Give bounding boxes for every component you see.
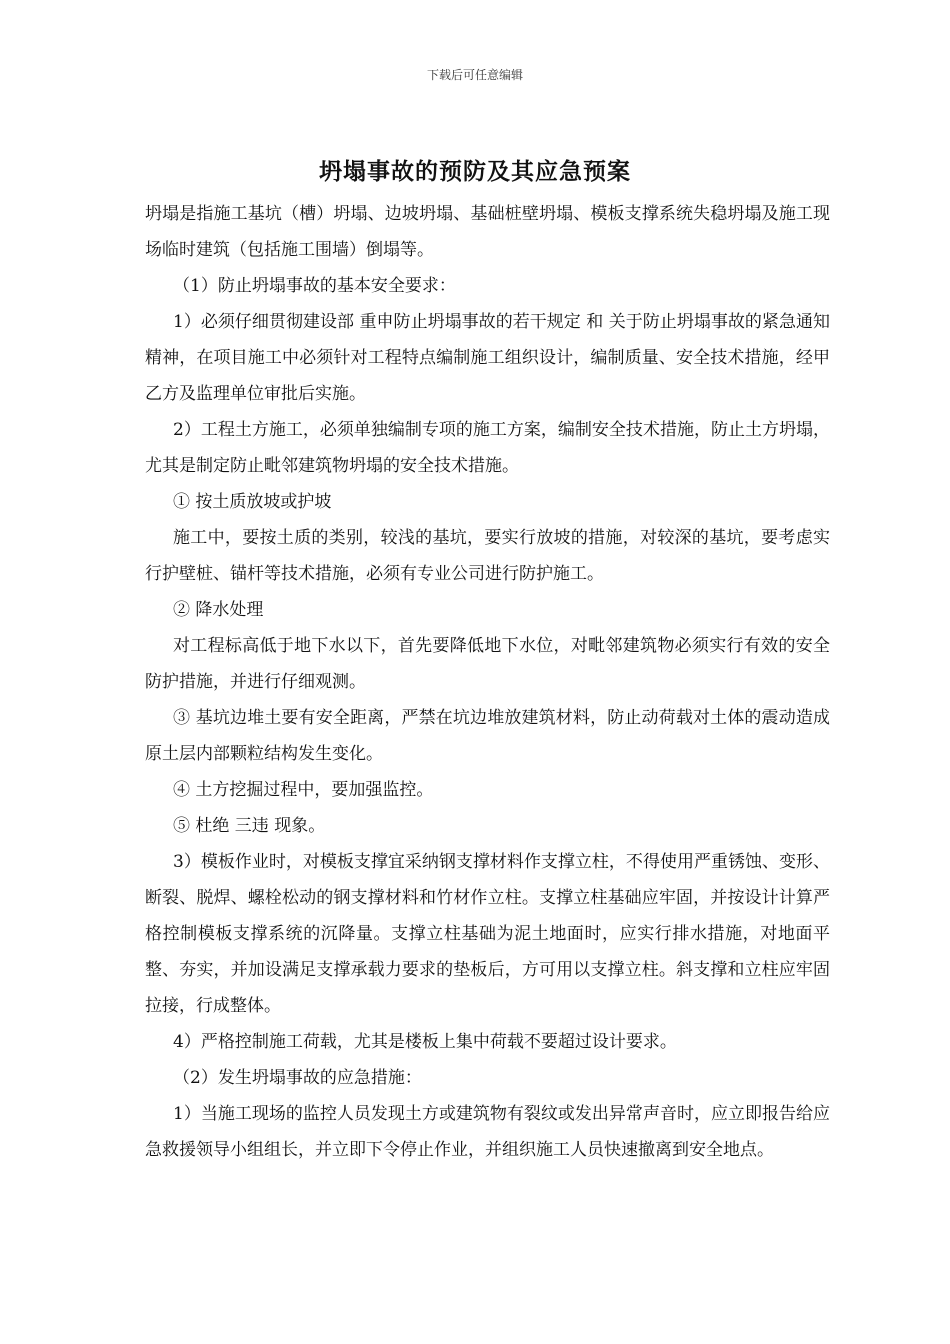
subitem-body-1: 施工中，要按土质的类别，较浅的基坑，要实行放坡的措施，对较深的基坑，要考虑实行护壁桩、锚杆等技术措施，必须有专业公司进行防护施工。 <box>145 528 830 584</box>
subitem-heading-1: ① 按土质放坡或护坡 <box>173 492 332 512</box>
paragraph-item-1: 1）必须仔细贯彻建设部 重申防止坍塌事故的若干规定 和 关于防止坍塌事故的紧急通知 精神，在项目施工中必须针对工程特点编制施工组织设计，编制质量、安全技术措施，经甲乙方及监理单位审批后实施。 <box>145 312 836 404</box>
paragraph-item-3: 3）模板作业时，对模板支撑宜采纳钢支撑材料作支撑立柱，不得使用严重锈蚀、变形、断裂、脱焊、螺栓松动的钢支撑材料和竹材作立柱。支撑立柱基础应牢固，并按设计计算严格控制模板支撑系统的沉降量。支撑立柱基础为泥土地面时，应实行排水措施，对地面平整、夯实，并加设满足支撑承载力要求的垫板后，方可用以支撑立柱。斜支撑和立柱应牢固拉接，行成整体。 <box>145 852 830 1016</box>
section-heading-prevention: （1）防止坍塌事故的基本安全要求： <box>173 276 456 296</box>
intro-paragraph: 坍塌是指施工基坑（槽）坍塌、边坡坍塌、基础桩壁坍塌、模板支撑系统失稳坍塌及施工现场临时建筑（包括施工围墙）倒塌等。 <box>145 204 830 260</box>
section-heading-emergency: （2）发生坍塌事故的应急措施： <box>173 1068 422 1088</box>
subitem-body-2: 对工程标高低于地下水以下，首先要降低地下水位，对毗邻建筑物必须实行有效的安全防护措施，并进行仔细观测。 <box>145 636 830 692</box>
subitem-3: ③ 基坑边堆土要有安全距离，严禁在坑边堆放建筑材料，防止动荷载对土体的震动造成原土层内部颗粒结构发生变化。 <box>145 708 830 764</box>
document-title: 坍塌事故的预防及其应急预案 <box>319 158 631 185</box>
subitem-heading-2: ② 降水处理 <box>173 600 264 620</box>
paragraph-item-4: 4）严格控制施工荷载，尤其是楼板上集中荷载不要超过设计要求。 <box>173 1032 677 1052</box>
document-body <box>145 196 836 1168</box>
subitem-4: ④ 土方挖掘过程中，要加强监控。 <box>173 780 434 800</box>
emergency-item-1: 1）当施工现场的监控人员发现土方或建筑物有裂纹或发出异常声音时，应立即报告给应急救援领导小组组长，并立即下令停止作业，并组织施工人员快速撤离到安全地点。 <box>145 1104 830 1160</box>
paragraph-item-2: 2）工程土方施工，必须单独编制专项的施工方案，编制安全技术措施，防止土方坍塌，尤其是制定防止毗邻建筑物坍塌的安全技术措施。 <box>145 420 830 476</box>
subitem-5: ⑤ 杜绝 三违 现象。 <box>173 816 326 836</box>
header-note: 下载后可任意编辑 <box>426 68 523 82</box>
